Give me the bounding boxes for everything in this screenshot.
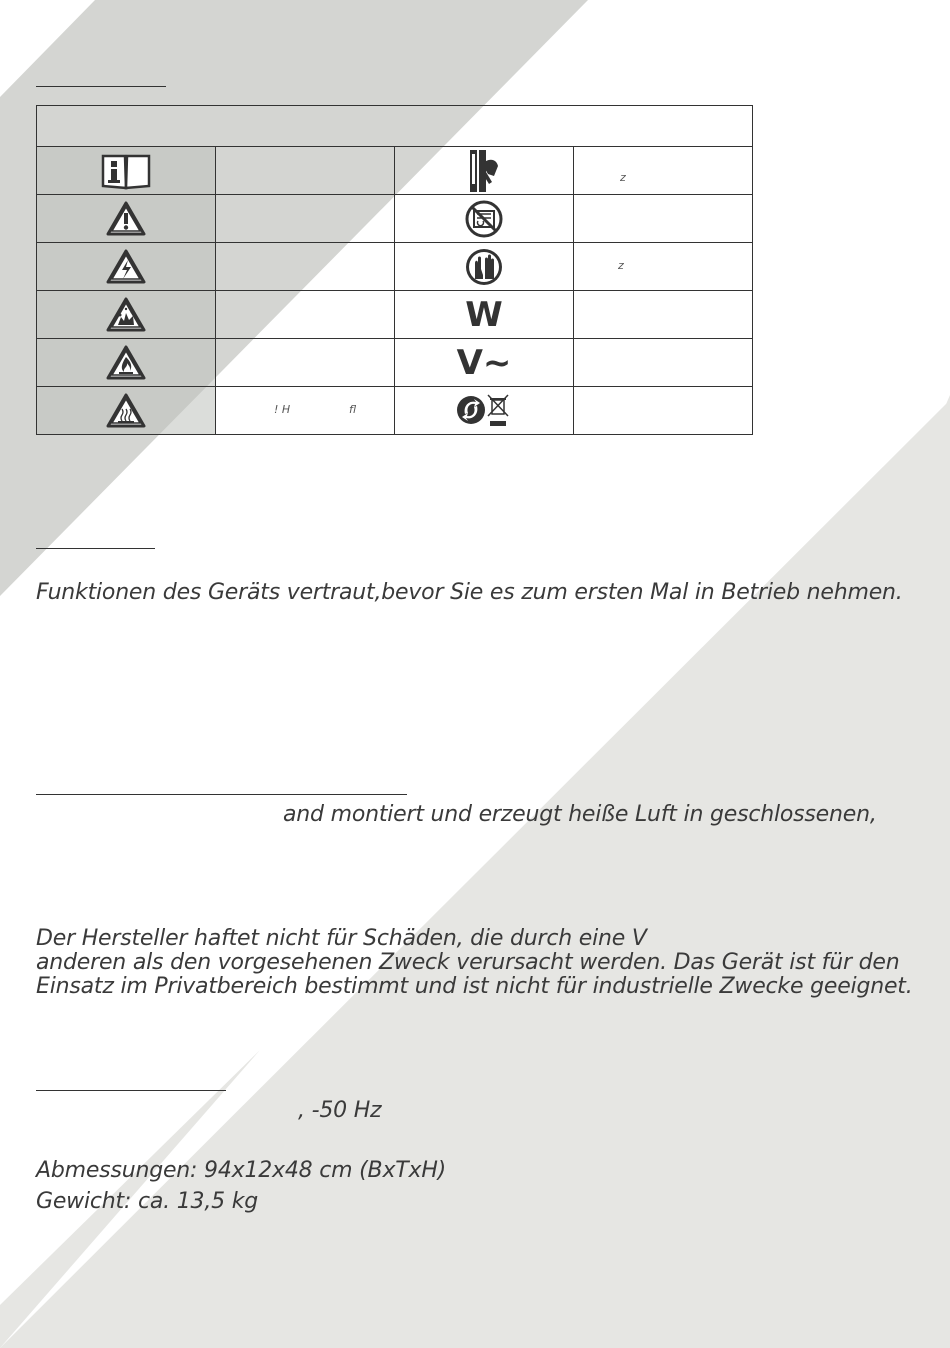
weight-line: Gewicht: ca. 13,5 kg <box>36 1189 259 1214</box>
symbol-description <box>216 195 395 243</box>
power-frequency-line: , -50 Hz <box>298 1098 382 1123</box>
symbol-description-text: fl <box>349 403 357 416</box>
symbol-description <box>216 339 395 387</box>
symbols-table <box>36 105 753 435</box>
liability-line-3: Einsatz im Privatbereich bestimmt und ist nicht für industrielle Zwecke geeignet. <box>36 974 913 999</box>
table-row <box>37 243 753 291</box>
section-rule-intended-use <box>36 794 407 795</box>
symbol-description <box>216 387 395 435</box>
electric-shock-icon <box>37 243 216 291</box>
intro-text-line: Funktionen des Geräts vertraut,bevor Sie es zum ersten Mal in Betrieb nehmen. <box>36 580 903 605</box>
liability-line-2: anderen als den vorgesehenen Zweck verursacht werden. Das Gerät ist für den <box>36 950 900 975</box>
section-rule-symbols <box>36 86 166 87</box>
pinch-hand-icon <box>395 147 574 195</box>
table-row <box>37 387 753 435</box>
table-row <box>37 291 753 339</box>
liability-line-1: Der Hersteller haftet nicht für Schäden, die durch eine V <box>36 926 647 951</box>
dimensions-line: Abmessungen: 94x12x48 cm (BxTxH) <box>36 1158 447 1183</box>
table-row <box>37 147 753 195</box>
symbol-description <box>216 291 395 339</box>
table-row <box>37 195 753 243</box>
symbol-description <box>574 195 753 243</box>
hot-surface-icon <box>37 387 216 435</box>
section-rule-intro <box>36 548 155 549</box>
no-cover-icon <box>395 195 574 243</box>
symbol-description-text: z <box>620 171 626 184</box>
symbol-description <box>574 243 753 291</box>
watt-icon: W <box>395 291 574 339</box>
explosive-icon <box>37 291 216 339</box>
section-rule-technical-data <box>36 1090 226 1091</box>
symbol-description-text: ! H <box>274 403 291 416</box>
symbol-description <box>574 291 753 339</box>
warning-triangle-icon <box>37 195 216 243</box>
protective-gloves-icon <box>395 243 574 291</box>
symbol-description <box>216 147 395 195</box>
symbol-description <box>574 387 753 435</box>
manual-info-icon <box>37 147 216 195</box>
symbol-description <box>574 147 753 195</box>
intended-use-line: and montiert und erzeugt heiße Luft in geschlossenen, <box>283 802 877 827</box>
flammable-icon <box>37 339 216 387</box>
volt-ac-icon: V~ <box>395 339 574 387</box>
table-row <box>37 339 753 387</box>
symbol-description <box>216 243 395 291</box>
symbol-description <box>574 339 753 387</box>
recycling-weee-icon <box>395 387 574 435</box>
symbols-table-header <box>37 106 753 147</box>
symbol-description-text: z <box>618 259 624 272</box>
